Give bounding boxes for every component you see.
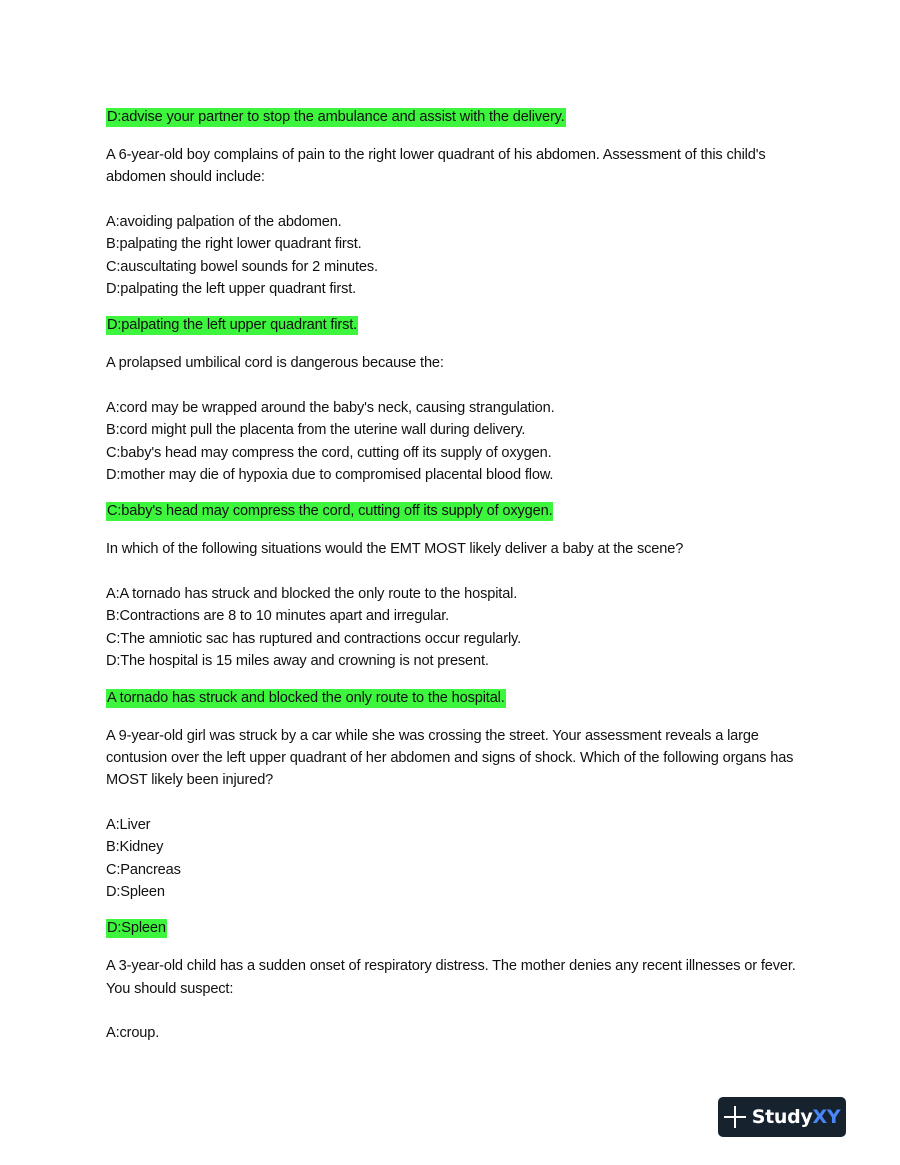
- option-d: D:The hospital is 15 miles away and crowning is not present.: [106, 653, 489, 670]
- answer-highlight: [106, 106, 806, 128]
- option-c: C:The amniotic sac has ruptured and contractions occur regularly.: [106, 630, 522, 647]
- option-b: B:Contractions are 8 to 10 minutes apart and irregular.: [106, 608, 450, 625]
- option-d: D:mother may die of hypoxia due to compromised placental blood flow.: [106, 467, 554, 484]
- answer-text: D:palpating the left upper quadrant first.: [107, 317, 358, 334]
- studyxy-logo: [718, 1097, 846, 1137]
- logo-text: [752, 1106, 841, 1128]
- options-list: [106, 211, 806, 301]
- option-c: C:Pancreas: [106, 861, 181, 878]
- question-text: A 9-year-old girl was struck by a car while she was crossing the street. Your assessment reveals a large contusion over the left upper quadrant of her abdomen and signs of shock. Which of the following organs has MOST likely been injured?: [106, 727, 794, 789]
- answer-highlight: [106, 500, 806, 522]
- option-b: B:cord might pull the placenta from the uterine wall during delivery.: [106, 422, 526, 439]
- option-a: A:croup.: [106, 1025, 160, 1042]
- plus-icon: [724, 1106, 746, 1128]
- options-list: [106, 1022, 806, 1044]
- answer-text: A tornado has struck and blocked the only route to the hospital.: [107, 689, 505, 706]
- options-list: [106, 397, 806, 487]
- option-b: B:palpating the right lower quadrant first.: [106, 236, 362, 253]
- option-a: A:cord may be wrapped around the baby's neck, causing strangulation.: [106, 399, 555, 416]
- option-d: D:palpating the left upper quadrant first.: [106, 281, 357, 298]
- answer-text: D:Spleen: [107, 920, 166, 937]
- option-d: D:Spleen: [106, 883, 165, 900]
- question-text: A prolapsed umbilical cord is dangerous because the:: [106, 355, 444, 372]
- question-text: In which of the following situations would the EMT MOST likely deliver a baby at the scene?: [106, 541, 684, 558]
- options-list: [106, 583, 806, 673]
- question-text: A 3-year-old child has a sudden onset of respiratory distress. The mother denies any recent illnesses or fever. You should suspect:: [106, 958, 796, 997]
- option-a: A:Liver: [106, 816, 151, 833]
- logo-text-accent: XY: [812, 1106, 841, 1128]
- answer-text: C:baby's head may compress the cord, cutting off its supply of oxygen.: [107, 503, 553, 520]
- study-document: [106, 106, 806, 1059]
- options-list: [106, 814, 806, 904]
- logo-text-main: Study: [751, 1106, 813, 1128]
- option-b: B:Kidney: [106, 839, 164, 856]
- answer-highlight: [106, 687, 806, 709]
- answer-highlight: [106, 314, 806, 336]
- answer-highlight: [106, 917, 806, 939]
- option-c: C:auscultating bowel sounds for 2 minutes.: [106, 258, 378, 275]
- option-a: A:avoiding palpation of the abdomen.: [106, 213, 342, 230]
- answer-text: D:advise your partner to stop the ambulance and assist with the delivery.: [107, 109, 565, 125]
- option-a: A:A tornado has struck and blocked the only route to the hospital.: [106, 585, 518, 602]
- option-c: C:baby's head may compress the cord, cutting off its supply of oxygen.: [106, 444, 552, 461]
- question-text: A 6-year-old boy complains of pain to the right lower quadrant of his abdomen. Assessment of this child's abdomen should include:: [106, 147, 766, 186]
